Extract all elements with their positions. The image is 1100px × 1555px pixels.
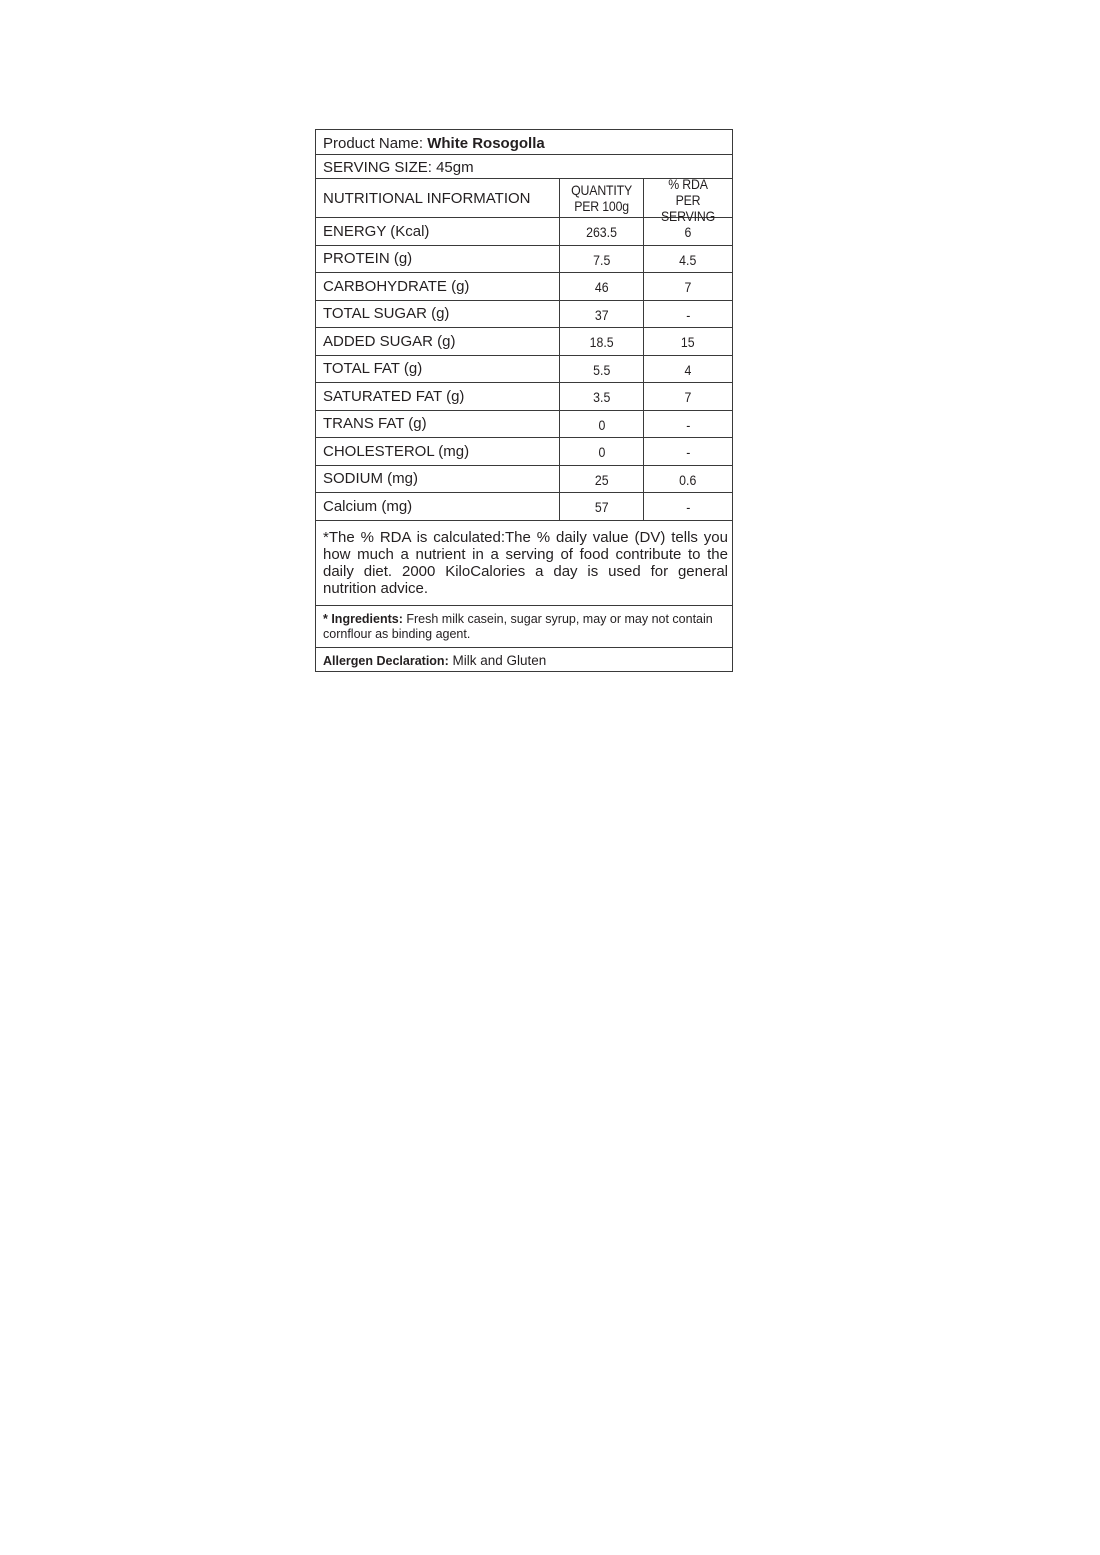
quantity-value: 5.5 [592,361,611,378]
quantity-cell [560,356,644,383]
ingredients-section [316,606,732,648]
ingredients-label: * Ingredients: [323,611,403,626]
product-name-value: White Rosogolla [427,135,545,152]
header-quantity [560,179,644,217]
rda-note [316,521,732,606]
rda-value: - [685,499,691,516]
header-quantity-line2: PER 100g [574,198,629,214]
nutrient-name: ENERGY (Kcal) [316,218,560,245]
table-header [316,176,732,224]
quantity-cell [560,328,644,355]
nutrient-name: TOTAL SUGAR (g) [316,301,560,328]
quantity-value: 263.5 [586,224,617,241]
table-row [316,328,732,356]
quantity-cell [560,411,644,438]
rda-value: 4 [684,361,692,378]
product-name-label: Product Name: [323,135,424,152]
quantity-cell [560,218,644,245]
rda-value: 0.6 [679,471,697,488]
nutrient-name: ADDED SUGAR (g) [316,328,560,355]
product-name-row [316,130,732,155]
table-row [316,301,732,329]
rda-cell [644,466,732,493]
allergen-text: Milk and Gluten [452,652,547,668]
ingredients-text: Fresh milk casein, sugar syrup, may or may not contain cornflour as binding agent. [323,611,713,641]
nutrient-name: TOTAL FAT (g) [316,356,560,383]
quantity-value: 46 [594,279,609,296]
table-row [316,356,732,384]
nutrient-name: Calcium (mg) [316,493,560,520]
quantity-value: 0 [598,416,605,433]
table-row [316,273,732,301]
rda-cell [644,328,732,355]
nutrition-label [315,129,733,672]
allergen-section [316,648,732,671]
header-rda-line1: % RDA [668,176,708,192]
rda-cell [644,411,732,438]
table-row [316,411,732,439]
serving-size-text: SERVING SIZE: 45gm [323,159,474,176]
nutrient-name: SATURATED FAT (g) [316,383,560,410]
header-nutrient: NUTRITIONAL INFORMATION [316,179,560,217]
rda-value: - [685,444,691,461]
quantity-value: 3.5 [592,389,611,406]
quantity-value: 0 [598,444,605,461]
rda-value: 15 [681,334,695,351]
rda-value: 4.5 [679,251,697,268]
quantity-value: 37 [594,306,609,323]
nutrient-name: PROTEIN (g) [316,246,560,273]
rda-value: 7 [684,279,692,296]
header-quantity-line1: QUANTITY [571,182,632,198]
rda-value: 6 [684,224,692,241]
nutrient-name: TRANS FAT (g) [316,411,560,438]
table-row [316,246,732,274]
quantity-cell [560,273,644,300]
rda-cell [644,383,732,410]
rda-cell [644,493,732,520]
rda-cell [644,301,732,328]
quantity-cell [560,383,644,410]
table-row [316,438,732,466]
nutrient-name: CARBOHYDRATE (g) [316,273,560,300]
rda-cell [644,246,732,273]
rda-value: - [685,416,691,433]
quantity-cell [560,466,644,493]
table-row [316,466,732,494]
allergen-label: Allergen Declaration: [323,653,449,668]
quantity-cell [560,438,644,465]
quantity-value: 57 [594,499,609,516]
rda-value: 7 [684,389,692,406]
quantity-value: 18.5 [589,334,614,351]
quantity-value: 7.5 [592,251,611,268]
rda-note-text: *The % RDA is calculated:The % daily value (DV) tells you how much a nutrient in a serving of food contribute to the daily diet. 2000 KiloCalories a day is used for general nutrition advice. [323,528,728,597]
rda-cell [644,273,732,300]
quantity-cell [560,301,644,328]
rda-cell [644,438,732,465]
quantity-cell [560,493,644,520]
nutrient-name: CHOLESTEROL (mg) [316,438,560,465]
rda-value: - [685,306,691,323]
nutrient-name: SODIUM (mg) [316,466,560,493]
header-rda-line2: PER SERVING [660,192,716,224]
header-rda [644,176,732,224]
quantity-value: 25 [594,471,609,488]
quantity-cell [560,246,644,273]
table-row [316,383,732,411]
table-row [316,493,732,521]
rda-cell [644,356,732,383]
